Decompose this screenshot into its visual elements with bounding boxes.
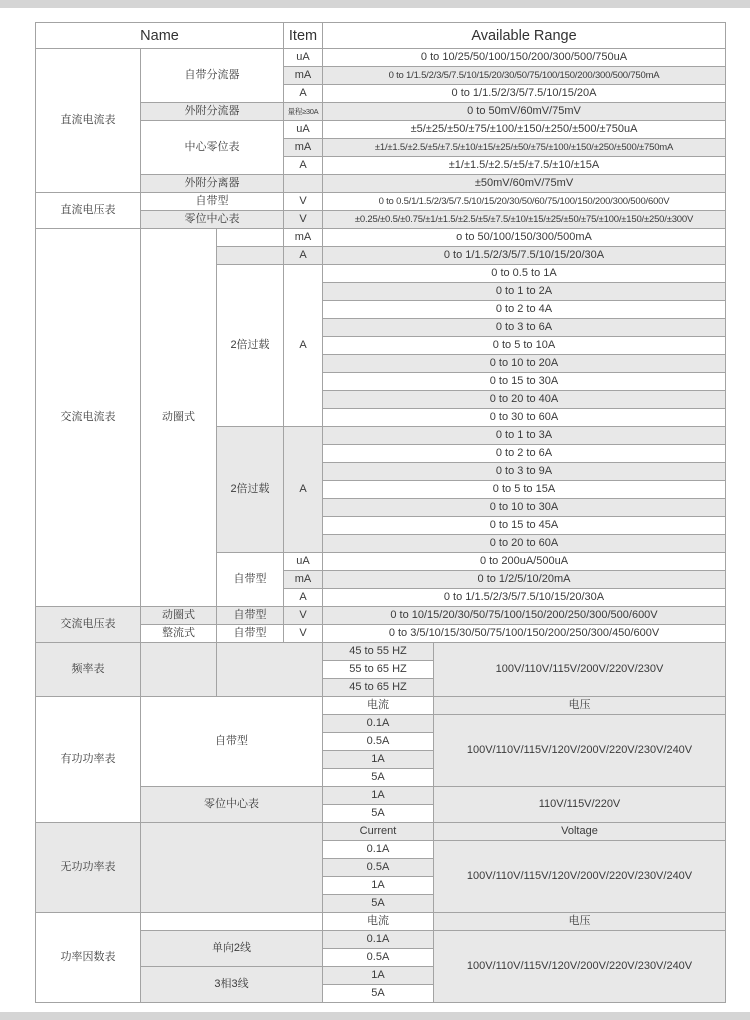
group-built-in-type: 自带型 <box>217 625 284 643</box>
range-cell: 0 to 20 to 40A <box>323 391 726 409</box>
group-external-shunt: 外附分流器 <box>141 103 284 121</box>
range-cell: 100V/110V/115V/120V/200V/220V/230V/240V <box>434 715 726 787</box>
item-cell: 45 to 55 HZ <box>323 643 434 661</box>
range-cell: 0 to 5 to 15A <box>323 481 726 499</box>
range-cell: ±5/±25/±50/±75/±100/±150/±250/±500/±750uA <box>323 121 726 139</box>
range-cell: 0 to 30 to 60A <box>323 409 726 427</box>
item-cell: V <box>284 607 323 625</box>
item-cell: V <box>284 211 323 229</box>
range-cell: 0 to 3/5/10/15/30/50/75/100/150/200/250/300/450/600V <box>323 625 726 643</box>
range-cell: 0 to 15 to 45A <box>323 517 726 535</box>
range-cell: 0 to 10/15/20/30/50/75/100/150/200/250/300/500/600V <box>323 607 726 625</box>
section-reactive-power-meter: 无功功率表 <box>36 823 141 913</box>
range-cell: 110V/115V/220V <box>434 787 726 823</box>
group-2x-overload: 2倍过载 <box>217 427 284 553</box>
item-cell: uA <box>284 49 323 67</box>
spacer-cell <box>141 823 323 913</box>
table-row <box>36 229 726 247</box>
table-row <box>36 193 726 211</box>
meter-spec-table <box>35 22 726 1003</box>
item-cell <box>284 175 323 193</box>
item-cell: 1A <box>323 877 434 895</box>
item-cell: 0.5A <box>323 949 434 967</box>
section-power-factor-meter: 功率因数表 <box>36 913 141 1003</box>
item-cell: V <box>284 193 323 211</box>
group-built-in-shunt: 自带分流器 <box>141 49 284 103</box>
item-cell: A <box>284 157 323 175</box>
range-cell: ±1/±1.5/±2.5/±5/±7.5/±10/±15/±25/±50/±75/±100/±150/±250/±500/±750mA <box>323 139 726 157</box>
range-cell: 0 to 10/25/50/100/150/200/300/500/750uA <box>323 49 726 67</box>
voltage-header-cell: 电压 <box>434 913 726 931</box>
group-moving-coil: 动圈式 <box>141 229 217 607</box>
group-rectifier: 整流式 <box>141 625 217 643</box>
item-cell: 1A <box>323 967 434 985</box>
range-cell: 0 to 3 to 6A <box>323 319 726 337</box>
section-dc-voltmeter: 直流电压表 <box>36 193 141 229</box>
item-cell: 0.1A <box>323 715 434 733</box>
range-cell: 100V/110V/115V/120V/200V/220V/230V/240V <box>434 841 726 913</box>
group-built-in-type: 自带型 <box>141 697 323 787</box>
spacer-cell <box>217 229 284 247</box>
column-header: Item <box>284 23 323 49</box>
item-cell: A <box>284 265 323 427</box>
table-header <box>36 23 726 49</box>
group-3-phase-3-wire: 3相3线 <box>141 967 323 1003</box>
group-moving-coil: 动圈式 <box>141 607 217 625</box>
item-cell: mA <box>284 571 323 589</box>
group-built-in-type: 自带型 <box>141 193 284 211</box>
bottom-page-strip <box>0 1012 750 1020</box>
range-cell: 0 to 15 to 30A <box>323 373 726 391</box>
range-cell: 0 to 1/1.5/2/3/5/7.5/10/15/20/30/50/75/100/150/200/300/500/750mA <box>323 67 726 85</box>
column-header: Available Range <box>323 23 726 49</box>
item-cell: 0.5A <box>323 733 434 751</box>
range-cell: 0 to 50mV/60mV/75mV <box>323 103 726 121</box>
group-built-in-type: 自带型 <box>217 607 284 625</box>
group-2x-overload: 2倍过载 <box>217 265 284 427</box>
range-cell: o to 50/100/150/300/500mA <box>323 229 726 247</box>
range-cell: 0 to 1/1.5/2/3/5/7.5/10/15/20/30A <box>323 247 726 265</box>
group-zero-center-meter: 零位中心表 <box>141 787 323 823</box>
range-cell: 0 to 2 to 4A <box>323 301 726 319</box>
current-header-cell: 电流 <box>323 913 434 931</box>
item-cell: V <box>284 625 323 643</box>
item-cell: 0.1A <box>323 931 434 949</box>
table-row <box>36 643 726 661</box>
item-cell: A <box>284 427 323 553</box>
item-cell: A <box>284 247 323 265</box>
table-row <box>36 823 726 841</box>
range-cell: 0 to 1/1.5/2/3/5/7.5/10/15/20A <box>323 85 726 103</box>
table-row <box>36 913 726 931</box>
spacer-cell <box>217 643 323 697</box>
top-page-strip <box>0 0 750 8</box>
range-cell: 0 to 20 to 60A <box>323 535 726 553</box>
range-cell: 0 to 2 to 6A <box>323 445 726 463</box>
spacer-cell <box>141 643 217 697</box>
section-ac-voltmeter: 交流电压表 <box>36 607 141 643</box>
section-frequency-meter: 频率表 <box>36 643 141 697</box>
range-cell: 0 to 1/2/5/10/20mA <box>323 571 726 589</box>
item-cell: A <box>284 85 323 103</box>
range-cell: 0 to 1 to 3A <box>323 427 726 445</box>
spacer-cell <box>141 913 323 931</box>
range-cell: 0 to 0.5 to 1A <box>323 265 726 283</box>
table-row <box>36 49 726 67</box>
group-center-zero-meter: 中心零位表 <box>141 121 284 175</box>
range-cell: ±0.25/±0.5/±0.75/±1/±1.5/±2.5/±5/±7.5/±10/±15/±25/±50/±75/±100/±150/±250/±300V <box>323 211 726 229</box>
item-cell: 0.5A <box>323 859 434 877</box>
current-header-cell: Current <box>323 823 434 841</box>
item-cell: mA <box>284 67 323 85</box>
group-external-divider: 外附分离器 <box>141 175 284 193</box>
item-cell: 0.1A <box>323 841 434 859</box>
item-cell: A <box>284 589 323 607</box>
item-cell: 1A <box>323 787 434 805</box>
range-cell: 100V/110V/115V/200V/220V/230V <box>434 643 726 697</box>
section-active-power-meter: 有功功率表 <box>36 697 141 823</box>
range-cell: 0 to 10 to 30A <box>323 499 726 517</box>
table-row <box>36 697 726 715</box>
item-cell: mA <box>284 229 323 247</box>
header-row <box>36 23 726 49</box>
table-body <box>36 49 726 1003</box>
range-cell: 0 to 3 to 9A <box>323 463 726 481</box>
item-cell: 55 to 65 HZ <box>323 661 434 679</box>
current-header-cell: 电流 <box>323 697 434 715</box>
range-cell: ±50mV/60mV/75mV <box>323 175 726 193</box>
range-cell: 0 to 0.5/1/1.5/2/3/5/7.5/10/15/20/30/50/60/75/100/150/200/300/500/600V <box>323 193 726 211</box>
spacer-cell <box>217 247 284 265</box>
item-cell: 5A <box>323 769 434 787</box>
range-cell: 0 to 1 to 2A <box>323 283 726 301</box>
range-cell: 0 to 1/1.5/2/3/5/7.5/10/15/20/30A <box>323 589 726 607</box>
voltage-header-cell: Voltage <box>434 823 726 841</box>
column-header: Name <box>36 23 284 49</box>
voltage-header-cell: 电压 <box>434 697 726 715</box>
item-cell: 5A <box>323 805 434 823</box>
item-cell: 5A <box>323 895 434 913</box>
range-cell: 0 to 5 to 10A <box>323 337 726 355</box>
range-cell: 0 to 200uA/500uA <box>323 553 726 571</box>
item-cell: uA <box>284 553 323 571</box>
group-single-phase-2-wire: 单向2线 <box>141 931 323 967</box>
item-cell: uA <box>284 121 323 139</box>
section-dc-ammeter: 直流电流表 <box>36 49 141 193</box>
range-cell: ±1/±1.5/±2.5/±5/±7.5/±10/±15A <box>323 157 726 175</box>
range-cell: 0 to 10 to 20A <box>323 355 726 373</box>
table-row <box>36 607 726 625</box>
section-ac-ammeter: 交流电流表 <box>36 229 141 607</box>
item-cell: 45 to 65 HZ <box>323 679 434 697</box>
group-zero-center-meter: 零位中心表 <box>141 211 284 229</box>
item-cell: 1A <box>323 751 434 769</box>
item-range-threshold: 量程≥30A <box>284 103 323 121</box>
group-built-in-type: 自带型 <box>217 553 284 607</box>
item-cell: 5A <box>323 985 434 1003</box>
item-cell: mA <box>284 139 323 157</box>
range-cell: 100V/110V/115V/120V/200V/220V/230V/240V <box>434 931 726 1003</box>
